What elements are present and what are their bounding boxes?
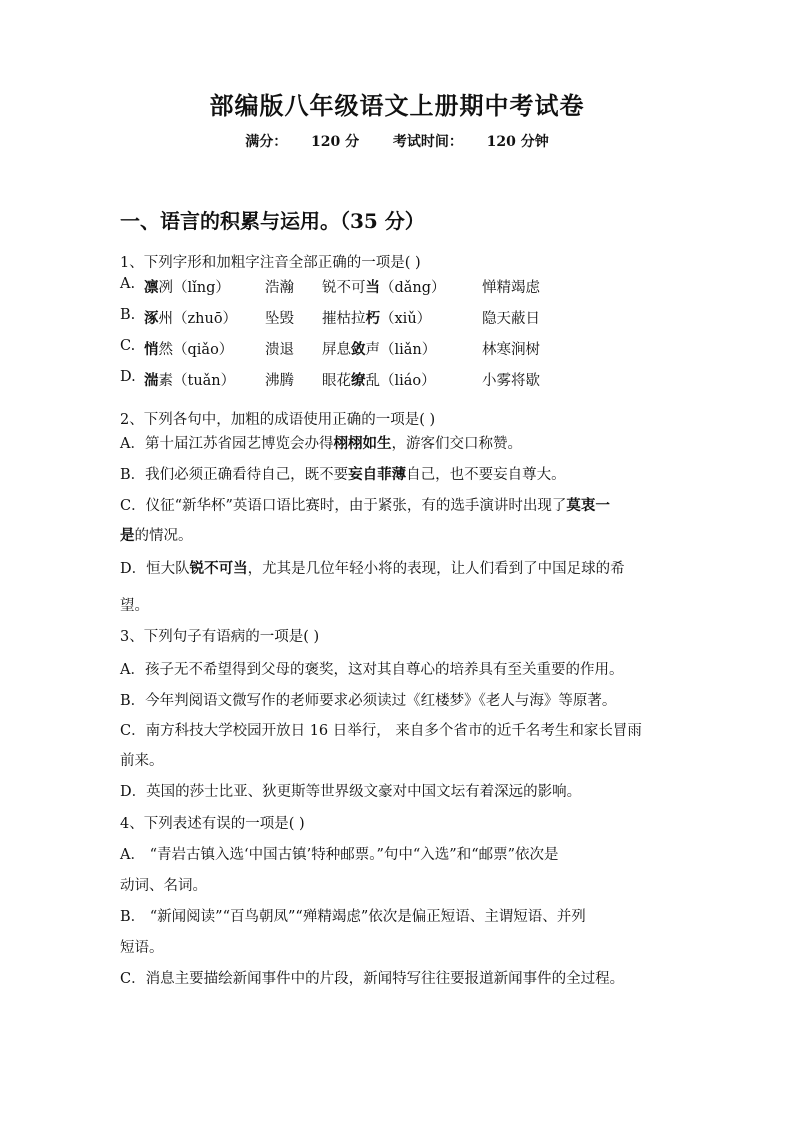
option-word: 林寒涧树 <box>482 342 540 358</box>
q1-option-a <box>120 276 680 296</box>
exam-time-label: 考试时间： <box>392 134 463 150</box>
q2-option-d <box>120 557 625 578</box>
q2-option-c-cont <box>120 524 193 545</box>
option-letter: D. <box>120 369 136 385</box>
exam-meta <box>0 131 794 151</box>
option-text: D．恒大队 <box>120 561 190 577</box>
bold-idiom: 是 <box>120 527 135 544</box>
q2-option-b <box>120 463 566 484</box>
option-word: 隐天蔽日 <box>482 311 540 327</box>
option-word: 惮精竭虑 <box>482 280 540 296</box>
option-letter: A. <box>120 276 136 292</box>
q4-option-b: B． “新闻阅读”“百鸟朝凤”“殚精竭虑”依次是偏正短语、主谓短语、并列 <box>120 909 586 925</box>
q2-option-a <box>120 432 522 453</box>
option-text: （xiǔ） <box>380 311 432 327</box>
option-word: 坠毁 <box>265 311 294 327</box>
option-text: A．第十届江苏省园艺博览会办得 <box>120 436 334 452</box>
option-text: 素（tuǎn） <box>158 373 236 389</box>
bold-idiom: 妄自菲薄 <box>348 466 407 483</box>
bold-idiom: 莫衷一 <box>566 497 610 514</box>
q3-option-d: D．英国的莎士比亚、狄更斯等世界级文豪对中国文坛有着深远的影响。 <box>120 784 582 800</box>
option-text: 乱（liáo） <box>365 373 436 389</box>
full-score-value: 120 分 <box>311 134 360 150</box>
option-word: 浩瀚 <box>265 280 294 296</box>
option-letter: B. <box>120 307 136 323</box>
q1-option-c <box>120 338 680 358</box>
q4-stem: 4、下列表述有误的一项是( ) <box>120 816 305 832</box>
q4-option-b-cont: 短语。 <box>120 940 164 956</box>
q3-option-b: B．今年判阅语文微写作的老师要求必须读过《红楼梦》《老人与海》等原著。 <box>120 693 617 709</box>
option-text: ，游客们交口称赞。 <box>391 436 522 452</box>
q2-option-d-cont: 望。 <box>120 598 149 614</box>
option-text: 自己，也不要妄自尊大。 <box>406 467 566 483</box>
option-word: 小雾将歇 <box>482 373 540 389</box>
q1-option-d <box>120 369 680 389</box>
q1-option-b <box>120 307 680 327</box>
bold-char: 悄 <box>144 341 159 358</box>
option-text: C．仪征“新华杯”英语口语比赛时，由于紧张，有的选手演讲时出现了 <box>120 498 567 514</box>
q4-option-c: C．消息主要描绘新闻事件中的片段，新闻特写往往要报道新闻事件的全过程。 <box>120 971 625 987</box>
option-word: 沸腾 <box>265 373 294 389</box>
option-word: 眼花 <box>322 373 351 389</box>
option-text: 州（zhuō） <box>158 311 238 327</box>
q3-stem: 3、下列句子有语病的一项是( ) <box>120 629 320 645</box>
option-word: 锐不可 <box>322 280 366 296</box>
q4-option-a: A． “青岩古镇入选‘中国古镇’特种邮票。”句中“入选”和“邮票”依次是 <box>120 847 559 863</box>
option-text: 的情况。 <box>134 528 193 544</box>
option-text: B．我们必须正确看待自己，既不要 <box>120 467 349 483</box>
option-text: ，尤其是几位年轻小将的表现，让人们看到了中国足球的希 <box>247 561 625 577</box>
bold-char: 凛 <box>144 279 159 296</box>
section-heading: 一、语言的积累与运用。（35 分） <box>120 209 425 233</box>
bold-idiom: 栩栩如生 <box>333 435 392 452</box>
option-text: 然（qiǎo） <box>158 342 234 358</box>
bold-char: 湍 <box>144 372 159 389</box>
option-text: （dǎng） <box>380 280 446 296</box>
bold-char: 敛 <box>351 341 366 358</box>
option-text: 声（liǎn） <box>365 342 437 358</box>
full-score-label: 满分： <box>245 134 288 150</box>
bold-char: 朽 <box>365 310 380 327</box>
bold-char: 当 <box>365 279 380 296</box>
q3-option-a: A．孩子无不希望得到父母的褒奖，这对其自尊心的培养具有至关重要的作用。 <box>120 662 624 678</box>
option-text: 冽（lǐng） <box>158 280 230 296</box>
q2-option-c <box>120 494 610 515</box>
option-word: 溃退 <box>265 342 294 358</box>
exam-time-value: 120 分钟 <box>486 134 549 150</box>
page-title: 部编版八年级语文上册期中考试卷 <box>209 91 585 120</box>
bold-char: 缭 <box>351 372 366 389</box>
q4-option-a-cont: 动词、名词。 <box>120 878 207 894</box>
option-letter: C. <box>120 338 136 354</box>
bold-idiom: 锐不可当 <box>189 560 248 577</box>
bold-char: 涿 <box>144 310 159 327</box>
q3-option-c-cont: 前来。 <box>120 753 164 769</box>
option-word: 屏息 <box>322 342 351 358</box>
q3-option-c: C．南方科技大学校园开放日 16 日举行， 来自多个省市的近千名考生和家长冒雨 <box>120 723 642 739</box>
option-word: 摧枯拉 <box>322 311 366 327</box>
q1-stem: 1、下列字形和加粗字注音全部正确的一项是( ) <box>120 255 421 271</box>
q2-stem: 2、下列各句中，加粗的成语使用正确的一项是( ) <box>120 412 436 428</box>
